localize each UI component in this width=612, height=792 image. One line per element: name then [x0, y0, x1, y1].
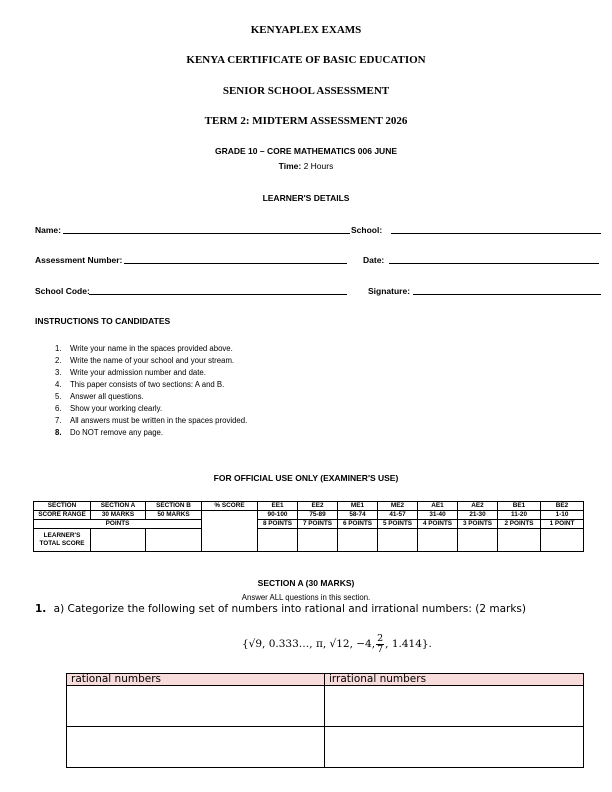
- rational-header: rational numbers: [67, 674, 325, 686]
- table-row: [67, 727, 584, 768]
- certificate-title: KENYA CERTIFICATE OF BASIC EDUCATION: [186, 54, 426, 66]
- question-text: a) Categorize the following set of numbers into rational and irrational numbers: (2 marks): [53, 603, 526, 615]
- set-close: , 1.414}.: [385, 638, 432, 650]
- section-a-score-cell[interactable]: [91, 529, 146, 552]
- name-label: Name:: [35, 225, 61, 235]
- number-set: [242, 629, 432, 659]
- school-label: School:: [351, 225, 383, 235]
- irrational-answer-cell[interactable]: [325, 727, 584, 768]
- time-line: [0, 161, 612, 171]
- table-row: POINTS 8 POINTS 7 POINTS 6 POINTS 5 POINTS 4 POINTS 3 POINTS 2 POINTS 1 POINT: [34, 520, 584, 529]
- instruction-item: 7. All answers must be written in the spaces provided.: [55, 416, 248, 425]
- time-label: Time:: [278, 161, 302, 171]
- term-title: TERM 2: MIDTERM ASSESSMENT 2026: [204, 115, 408, 127]
- table-row: [34, 529, 584, 552]
- table-row: [67, 674, 584, 686]
- irrational-header: irrational numbers: [325, 674, 584, 686]
- official-use-heading: FOR OFFICIAL USE ONLY (EXAMINER'S USE): [213, 473, 399, 483]
- learner-details-heading: LEARNER'S DETAILS: [262, 193, 350, 203]
- school-field[interactable]: [391, 233, 601, 234]
- signature-field[interactable]: [413, 294, 601, 295]
- instruction-item: 2. Write the name of your school and your stream.: [55, 356, 235, 365]
- classification-table: [66, 673, 584, 768]
- percent-score-cell[interactable]: [202, 511, 258, 552]
- instruction-item: 3. Write your admission number and date.: [55, 368, 206, 377]
- instructions-heading: INSTRUCTIONS TO CANDIDATES: [35, 316, 171, 326]
- subject-line: GRADE 10 – CORE MATHEMATICS 006 JUNE: [215, 146, 397, 156]
- school-code-field[interactable]: [89, 294, 347, 295]
- rational-answer-cell[interactable]: [67, 727, 325, 768]
- total-score-label: LEARNER'S TOTAL SCORE: [34, 529, 91, 552]
- irrational-answer-cell[interactable]: [325, 686, 584, 727]
- table-row: SCORE RANGE 30 MARKS 50 MARKS 90-100 75-89 58-74 41-57 31-40 21-30 11-20 1-10: [34, 511, 584, 520]
- school-code-label: School Code:: [35, 286, 90, 296]
- fraction: [376, 634, 384, 655]
- assessment-title: SENIOR SCHOOL ASSESSMENT: [222, 85, 390, 97]
- date-field[interactable]: [389, 263, 599, 264]
- date-label: Date:: [363, 255, 385, 265]
- question-number: 1.: [35, 603, 47, 615]
- section-b-score-cell[interactable]: [146, 529, 202, 552]
- assessment-number-field[interactable]: [124, 263, 347, 264]
- table-row: [67, 686, 584, 727]
- fraction-numerator: 2: [377, 632, 384, 644]
- name-field[interactable]: [63, 233, 350, 234]
- instruction-item: 5. Answer all questions.: [55, 392, 144, 401]
- official-score-table: [33, 501, 584, 552]
- set-open: {√9, 0.333…, π, √12, −4,: [242, 638, 376, 650]
- signature-label: Signature:: [368, 286, 411, 296]
- assessment-number-label: Assessment Number:: [35, 255, 123, 265]
- instruction-item: 1. Write your name in the spaces provided above.: [55, 344, 233, 353]
- instruction-item: 8. Do NOT remove any page.: [55, 428, 164, 437]
- fraction-denominator: 7: [377, 643, 384, 655]
- time-value: 2 Hours: [301, 161, 334, 171]
- instruction-item: 4. This paper consists of two sections: A and B.: [55, 380, 225, 389]
- instruction-item: 6. Show your working clearly.: [55, 404, 163, 413]
- table-row: SECTION SECTION A SECTION B % SCORE EE1 EE2 ME1 ME2 AE1 AE2 BE1 BE2: [34, 502, 584, 511]
- rational-answer-cell[interactable]: [67, 686, 325, 727]
- section-a-instruction: Answer ALL questions in this section.: [241, 593, 371, 602]
- question-1: [35, 603, 526, 615]
- exam-body-title: KENYAPLEX EXAMS: [250, 24, 362, 36]
- section-a-heading: SECTION A (30 MARKS): [257, 578, 355, 588]
